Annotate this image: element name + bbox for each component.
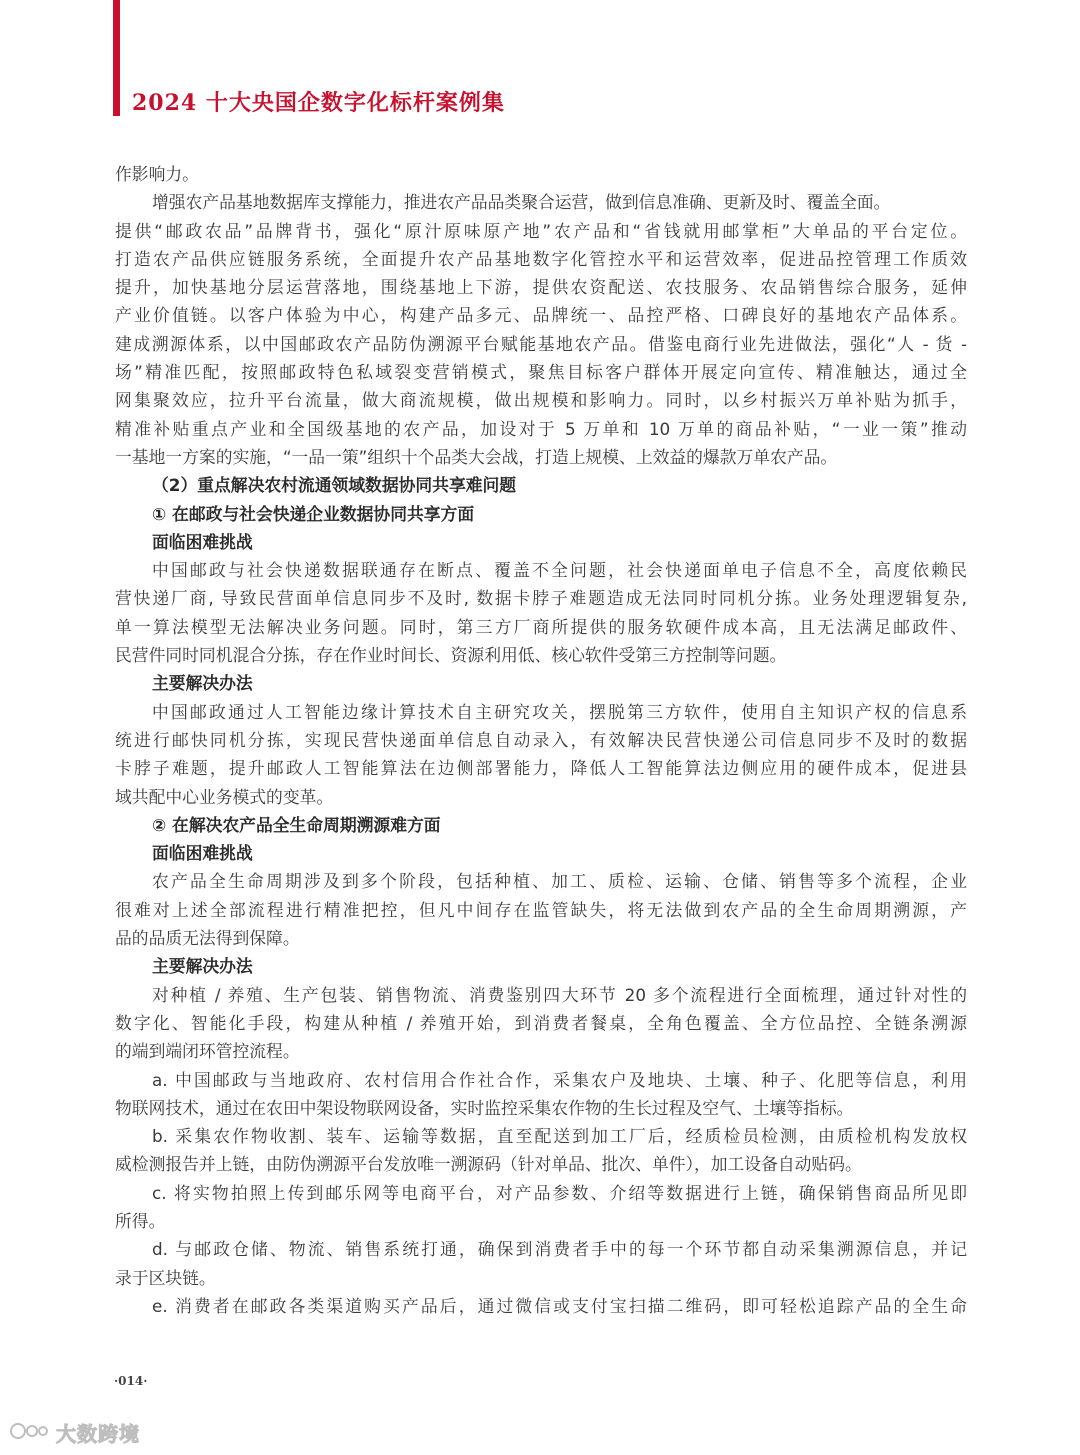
paragraph-line: 打造农产品供应链服务系统，全面提升农产品基地数字化管控水平和运营效率，促进品控管理工作质效 [115,248,967,269]
paragraph-line: 提升，加快基地分层运营落地，围绕基地上下游，提供农资配送、农技服务、农品销售综合服务，延伸 [115,277,967,298]
paragraph-line: 卡脖子难题，提升邮政人工智能算法在边侧部署能力，降低人工智能算法边侧应用的硬件成本，促进县 [115,758,967,779]
paragraph-line: 场”精准匹配，按照邮政特色私域裂变营销模式，聚焦目标客户群体开展定向宣传、精准触达，通过全 [115,362,967,383]
page-header-title: 2024 十大央国企数字化标杆案例集 [132,90,505,116]
paragraph-line: 增强农产品基地数据库支撑能力，推进农产品品类聚合运营，做到信息准确、更新及时、覆盖全面。 [152,192,891,213]
paragraph-line: 民营件同时同机混合分拣，存在作业时间长、资源利用低、核心软件受第三方控制等问题。 [115,645,787,666]
list-item-line: b. 采集农作物收割、装车、运输等数据，直至配送到加工厂后，经质检员检测，由质检机构发放权 [152,1126,967,1147]
paragraph-line: 的端到端闭环管控流程。 [115,1041,300,1062]
paragraph-line: 单一算法模型无法解决业务问题。同时，第三方厂商所提供的服务软硬件成本高，且无法满足邮政件、 [115,616,967,637]
watermark [10,1418,140,1447]
subsection-heading: ① 在邮政与社会快递企业数据协同共享方面 [152,503,475,524]
list-item-line: a. 中国邮政与当地政府、农村信用合作社合作，采集农户及地块、土壤、种子、化肥等信息，利用 [152,1069,967,1090]
paragraph-line: 作影响力。 [115,164,199,184]
paragraph-line: 品的品质无法得到保障。 [115,928,300,949]
list-item-line: 威检测报告并上链，由防伪溯源平台发放唯一溯源码（针对单品、批次、单件），加工设备自动贴码。 [115,1154,862,1175]
list-item-line: 录于区块链。 [115,1267,216,1288]
paragraph-line: 中国邮政通过人工智能边缘计算技术自主研究攻关，摆脱第三方软件，使用自主知识产权的信息系 [152,701,967,722]
subsection-heading: ② 在解决农产品全生命周期溯源难方面 [152,814,441,835]
paragraph-line: 中国邮政与社会快递数据联通存在断点、覆盖不全问题，社会快递面单电子信息不全，高度依赖民 [152,560,967,581]
paragraph-line: 精准补贴重点产业和全国级基地的农产品，加设对于 5 万单和 10 万单的商品补贴，“一业一策”推动 [115,418,967,439]
page-number: ·014· [114,1374,148,1388]
subheading: 面临困难挑战 [152,843,253,864]
subheading: 主要解决办法 [152,673,253,694]
paragraph-line: 营快递厂商, 导致民营面单信息同步不及时, 数据卡脖子难题造成无法同时同机分拣。业务处理逻辑复杂, [115,588,967,609]
list-item-line: 所得。 [115,1210,166,1231]
subheading: 主要解决办法 [152,956,253,977]
watermark-text: 大数跨境 [56,1422,140,1446]
paragraph-line: 农产品全生命周期涉及到多个阶段，包括种植、加工、质检、运输、仓储、销售等多个流程，企业 [152,871,967,892]
paragraph-line: 很难对上述全部流程进行精准把控，但凡中间存在监管缺失，将无法做到农产品的全生命周期溯源，产 [115,899,967,920]
list-item-line: e. 消费者在邮政各类渠道购买产品后，通过微信或支付宝扫描二维码，即可轻松追踪产品的全生命 [152,1295,967,1316]
list-item-line: c. 将实物拍照上传到邮乐网等电商平台，对产品参数、介绍等数据进行上链，确保销售商品所见即 [152,1182,967,1203]
paragraph-line: 域共配中心业务模式的变革。 [115,786,334,807]
paragraph-line: 统进行邮快同机分拣，实现民营快递面单信息自动录入，有效解决民营快递公司信息同步不及时的数据 [115,729,967,750]
logo-icon [10,1419,50,1447]
subheading: 面临困难挑战 [152,531,253,552]
paragraph-line: 建成溯源体系，以中国邮政农产品防伪溯源平台赋能基地农产品。借鉴电商行业先进做法，强化“人 - 货 - [115,333,967,354]
section-heading: （2）重点解决农村流通领域数据协同共享难问题 [152,475,517,496]
list-item-line: 物联网技术，通过在农田中架设物联网设备，实时监控采集农作物的生长过程及空气、土壤等指标。 [115,1097,854,1118]
header-accent-bar [113,0,120,116]
paragraph-line: 提供“邮政农品”品牌背书，强化“原汁原味原产地”农产品和“省钱就用邮掌柜”大单品的平台定位。 [115,220,967,241]
paragraph-line: 一基地一方案的实施，“一品一策”组织十个品类大会战，打造上规模、上效益的爆款万单农产品。 [115,446,838,467]
paragraph-line: 网集聚效应，拉升平台流量，做大商流规模，做出规模和影响力。同时，以乡村振兴万单补贴为抓手， [115,390,967,411]
article-body [115,160,967,1320]
paragraph-line: 对种植 / 养殖、生产包装、销售物流、消费鉴别四大环节 20 多个流程进行全面梳理，通过针对性的 [152,984,967,1005]
paragraph-line: 产业价值链。以客户体验为中心，构建产品多元、品牌统一、品控严格、口碑良好的基地农产品体系。 [115,305,967,326]
list-item-line: d. 与邮政仓储、物流、销售系统打通，确保到消费者手中的每一个环节都自动采集溯源信息，并记 [152,1239,967,1260]
paragraph-line: 数字化、智能化手段，构建从种植 / 养殖开始，到消费者餐桌，全角色覆盖、全方位品控、全链条溯源 [115,1012,967,1033]
